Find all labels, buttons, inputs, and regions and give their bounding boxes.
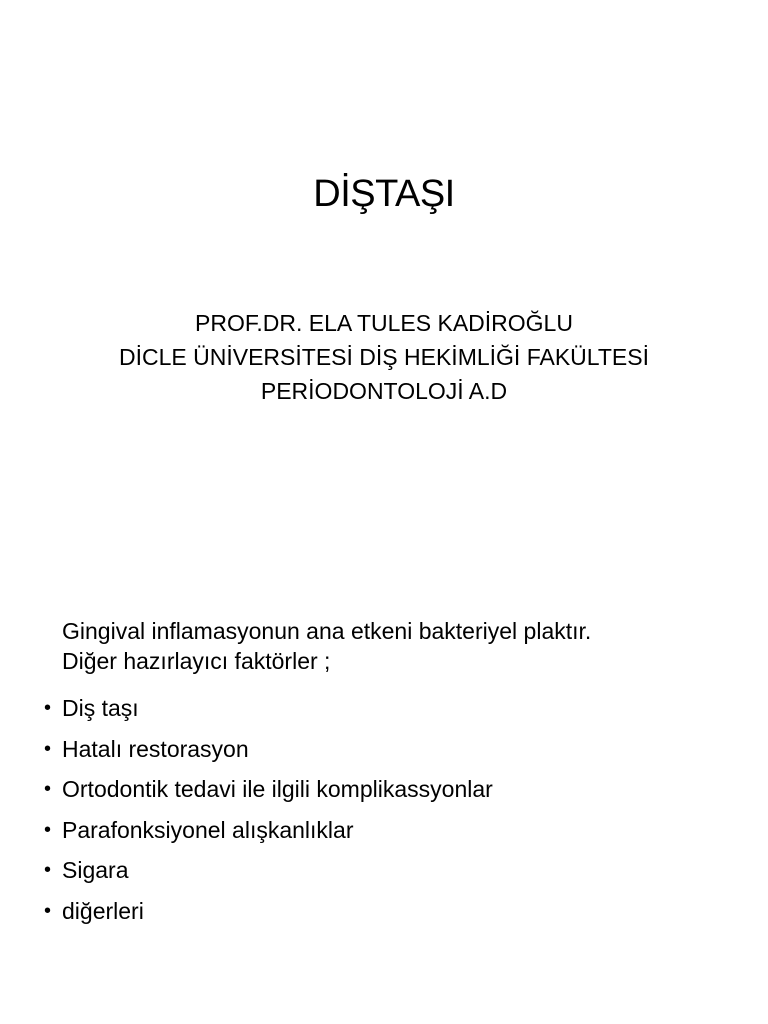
list-item xyxy=(44,891,744,932)
department-name: PERİODONTOLOJİ A.D xyxy=(260,378,508,404)
list-item-label: Hatalı restorasyon xyxy=(62,735,249,762)
list-item-label: diğerleri xyxy=(62,897,144,924)
bullet-icon: • xyxy=(44,778,52,800)
bullet-icon: • xyxy=(44,737,52,760)
bullet-icon: • xyxy=(44,899,52,922)
bullet-icon: • xyxy=(44,818,52,841)
faculty-name: DİCLE ÜNİVERSİTESİ DİŞ HEKİMLİĞİ FAKÜLTESİ xyxy=(119,344,649,370)
list-item-label: Parafonksiyonel alışkanlıklar xyxy=(62,816,354,843)
list-item-label: Ortodontik tedavi ile ilgili komplikassyonlar xyxy=(62,776,493,802)
list-item xyxy=(44,729,744,770)
list-item xyxy=(44,688,744,729)
slide-title: DİŞTAŞI xyxy=(313,173,455,215)
list-item xyxy=(44,810,744,851)
intro-line: Diğer hazırlayıcı faktörler ; xyxy=(62,648,331,674)
author-name: PROF.DR. ELA TULES KADİROĞLU xyxy=(195,310,573,336)
intro-line: Gingival inflamasyonun ana etkeni bakteriyel plaktır. xyxy=(62,618,592,644)
intro-text xyxy=(62,616,742,676)
list-item xyxy=(44,850,744,891)
list-item-label: Sigara xyxy=(62,857,129,883)
content-slide xyxy=(0,512,768,1024)
slide-subtitle xyxy=(0,306,768,408)
bullet-icon: • xyxy=(44,859,52,881)
bullet-icon: • xyxy=(44,697,52,719)
factor-list xyxy=(44,688,744,931)
list-item xyxy=(44,769,744,810)
list-item-label: Diş taşı xyxy=(62,695,139,721)
